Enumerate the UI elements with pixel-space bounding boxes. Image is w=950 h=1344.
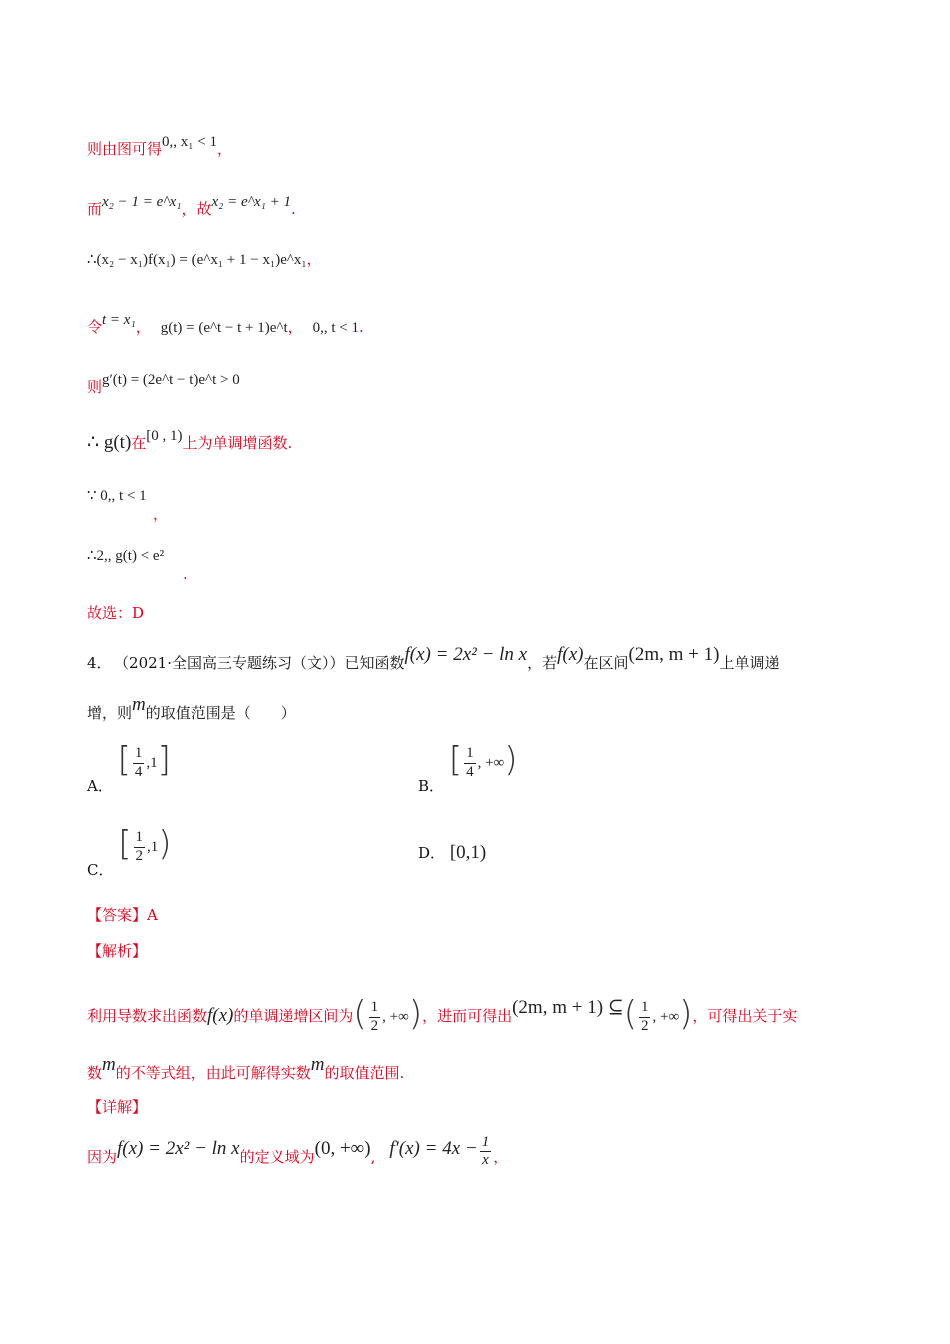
analysis-label [87, 942, 147, 960]
line-1 [87, 134, 232, 159]
math-because: ∵ 0,, t < 1 [87, 488, 147, 504]
option-b-label: B． [418, 777, 445, 795]
math-product: ∴(x₂ − x₁)f(x₁) = (e^x₁ + 1 − x₁)e^x₁ [87, 252, 307, 268]
text-ruo: ，若 [527, 654, 558, 672]
bracket-left: [ [448, 740, 463, 780]
fraction [369, 999, 381, 1035]
denominator: 2 [640, 1017, 649, 1034]
bracket-left: ( [623, 994, 637, 1034]
math-domain: (0, +∞) [314, 1137, 371, 1159]
denominator: 2 [135, 847, 144, 864]
math-t-range: 0,, t < 1 [312, 320, 360, 336]
punct: ， [135, 318, 151, 336]
math-fx: f(x) [207, 1005, 234, 1026]
math-fx: f(x) [557, 644, 584, 665]
text-range-question: 的取值范围是（ ） [145, 704, 296, 722]
line-6 [87, 428, 293, 455]
fraction [133, 745, 145, 781]
numerator: 1 [639, 999, 651, 1017]
option-d[interactable] [418, 842, 486, 864]
math-range: 0,, x₁ < 1 [162, 134, 217, 150]
fraction [464, 745, 476, 781]
question-number: 4． [87, 654, 112, 672]
fraction [480, 1134, 492, 1170]
punct: . [291, 200, 296, 218]
analysis-text-4: ，可得出关于实 [692, 1007, 798, 1025]
punct: ， [153, 505, 169, 523]
text-ze: 则 [87, 378, 103, 396]
math-g-def: g(t) = (e^t − t + 1)e^t [160, 320, 288, 336]
option-a-label: A． [87, 777, 113, 795]
option-d-label: D． [418, 844, 446, 862]
text-ling: 令 [87, 318, 103, 336]
option-a-rest: ,1 [146, 755, 158, 771]
text-zeyoutu: 则由图可得 [87, 140, 163, 158]
numerator: 1 [480, 1134, 492, 1152]
denominator: 4 [466, 763, 474, 780]
bracket-right: ) [158, 824, 172, 864]
line-8 [87, 546, 188, 583]
punct: , [370, 1147, 376, 1166]
math-m: m [310, 1054, 325, 1075]
analysis-text-3: ，进而可得出 [422, 1007, 513, 1025]
bracket-right: ) [504, 740, 518, 780]
line-9 [87, 604, 144, 622]
math-m: m [102, 1054, 116, 1075]
option-b-rest: , +∞ [477, 755, 505, 771]
math-subset: (2m, m + 1) ⊆ [512, 997, 624, 1018]
answer-line [87, 906, 158, 924]
line-7 [87, 486, 168, 523]
math-interval-2m: (2m, m + 1) [628, 644, 720, 665]
bracket-left: [ [117, 740, 131, 780]
math-function: f(x) = 2x² − ln x [404, 644, 528, 665]
bracket-right: ) [408, 994, 423, 1034]
text-increasing: 上为单调增函数. [182, 434, 293, 452]
punct: ， [306, 250, 322, 268]
interval-rest: , +∞ [652, 1009, 680, 1025]
detail-label [87, 1098, 147, 1116]
denominator: x [482, 1152, 489, 1169]
math-x2-eq: x₂ − 1 = e^x₁ [102, 194, 182, 210]
analysis-label-text: 【解析】 [87, 942, 148, 960]
bracket-right: ) [679, 994, 693, 1034]
detail-text-1: 因为 [87, 1147, 118, 1166]
line-4 [87, 312, 364, 337]
analysis-text-1: 利用导数求出函数 [87, 1007, 208, 1025]
bracket-left: ( [353, 994, 367, 1034]
math-interval: [0 , 1) [146, 428, 183, 444]
punct: ， [216, 140, 232, 158]
math-function: f(x) = 2x² − ln x [117, 1137, 240, 1159]
text-tail: 上单调递 [719, 654, 780, 672]
analysis-text-2: 的单调递增区间为 [233, 1007, 354, 1025]
analysis-text-7: 的取值范围. [324, 1064, 405, 1082]
numerator: 1 [464, 745, 476, 763]
answer-label: 【答案】 [87, 906, 148, 924]
analysis-line-1 [87, 990, 797, 1035]
math-derivative: f′(x) = 4x − [389, 1137, 478, 1159]
math-m: m [132, 694, 146, 715]
detail-text-2: 的定义域为 [239, 1147, 315, 1166]
option-b[interactable] [418, 736, 518, 795]
math-g-prime: g′(t) = (2e^t − t)e^t > 0 [102, 372, 240, 388]
numerator: 1 [369, 999, 381, 1017]
math-therefore-g: ∴ g(t) [87, 432, 132, 453]
analysis-text-5: 数 [87, 1064, 103, 1082]
punct: ， [493, 1147, 509, 1166]
option-d-value: [0,1) [449, 842, 487, 863]
denominator: 2 [370, 1017, 379, 1034]
punct: . [183, 565, 188, 583]
bracket-left: [ [118, 824, 132, 864]
punct: . [359, 318, 364, 336]
math-conclusion: ∴2,, g(t) < e² [87, 548, 165, 564]
interval-rest: , +∞ [382, 1009, 409, 1025]
math-x2-def: x₂ = e^x₁ + 1 [211, 194, 291, 210]
bracket-right: ] [157, 740, 171, 780]
text-zeng: 增，则 [87, 704, 133, 722]
option-c-rest: ,1 [147, 839, 159, 855]
question-4-line-2 [87, 694, 296, 725]
line-5 [87, 372, 240, 397]
line-2 [87, 194, 296, 219]
detail-label-text: 【详解】 [87, 1098, 148, 1116]
text-gu: ，故 [181, 200, 212, 218]
option-c[interactable] [87, 820, 172, 879]
punct: ， [287, 318, 303, 336]
option-c-label: C． [87, 861, 114, 879]
text-er: 而 [87, 200, 103, 218]
math-t-def: t = x₁ [102, 312, 136, 328]
analysis-line-2 [87, 1054, 405, 1085]
line-3 [87, 250, 322, 269]
text-zai: 在 [131, 434, 147, 452]
numerator: 1 [134, 829, 146, 847]
question-4-line-1 [87, 644, 780, 675]
numerator: 1 [133, 745, 145, 763]
fraction [639, 999, 651, 1035]
text-zai-qujian: 在区间 [583, 654, 629, 672]
answer-value: A [147, 906, 158, 924]
option-a[interactable] [87, 736, 171, 795]
detail-line-1 [87, 1134, 509, 1176]
question-source: （2021·全国高三专题练习（文））已知函数 [121, 654, 405, 672]
denominator: 4 [134, 763, 143, 780]
final-choice: 故选：D [87, 604, 145, 622]
fraction [134, 829, 146, 865]
analysis-text-6: 的不等式组，由此可解得实数 [115, 1064, 311, 1082]
